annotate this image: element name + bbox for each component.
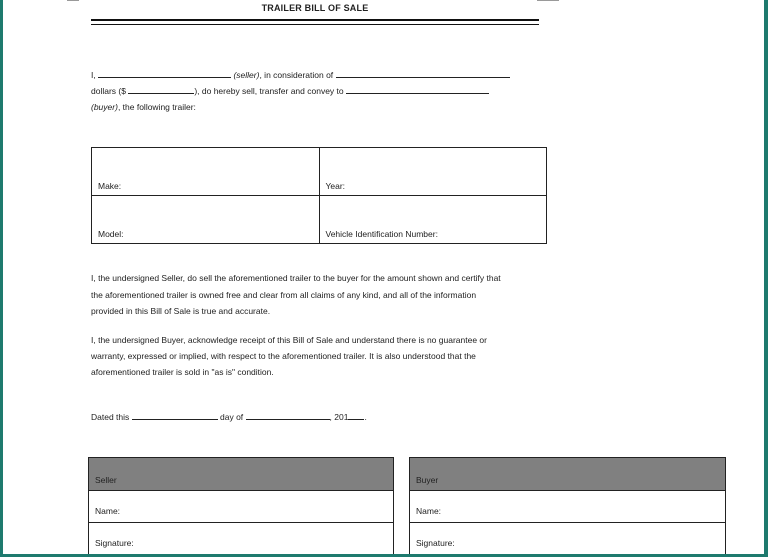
- intro-line-1: [91, 69, 510, 80]
- buyer-label: (buyer): [91, 102, 118, 112]
- title-rule-thin: [91, 24, 539, 25]
- seller-name-field[interactable]: Name:: [89, 491, 393, 523]
- intro-text: ), do hereby sell, transfer and convey to: [194, 86, 346, 96]
- title-rule-thick: [91, 19, 539, 21]
- dollar-amount-blank[interactable]: [128, 85, 194, 94]
- buyer-statement-line-3: aforementioned trailer is sold in "as is" condition.: [91, 367, 274, 377]
- year-cell[interactable]: Year:: [319, 148, 547, 196]
- buyer-name-field[interactable]: Name:: [410, 491, 725, 523]
- dated-line: [91, 411, 367, 422]
- seller-box-header: Seller: [89, 458, 393, 491]
- year-blank[interactable]: [348, 411, 367, 422]
- intro-text: I,: [91, 70, 99, 80]
- intro-text: , in consideration of: [259, 70, 336, 80]
- document-title: TRAILER BILL OF SALE: [261, 3, 369, 13]
- page-corner-mark-right: [537, 0, 559, 1]
- day-blank[interactable]: [132, 411, 218, 420]
- consideration-amount-blank[interactable]: [336, 69, 510, 78]
- intro-text: , the following trailer:: [117, 102, 196, 112]
- page-corner-mark-left: [67, 0, 79, 1]
- seller-signature-field[interactable]: Signature:: [89, 523, 393, 554]
- buyer-statement-line-2: warranty, expressed or implied, with respect to the aforementioned trailer. It is also understood that the: [91, 351, 476, 361]
- month-blank[interactable]: [246, 411, 330, 420]
- buyer-box-header: Buyer: [410, 458, 725, 491]
- buyer-signature-field[interactable]: Signature:: [410, 523, 725, 554]
- seller-statement-line-3: provided in this Bill of Sale is true and accurate.: [91, 306, 271, 316]
- seller-label: (seller): [233, 70, 260, 80]
- seller-signature-box: [88, 457, 394, 554]
- buyer-statement-line-1: I, the undersigned Buyer, acknowledge receipt of this Bill of Sale and understand there is no guarantee or: [91, 335, 487, 345]
- dated-text: Dated this: [91, 412, 132, 422]
- model-cell[interactable]: Model:: [92, 196, 320, 244]
- make-cell[interactable]: Make:: [92, 148, 320, 196]
- intro-text: dollars ($: [91, 86, 129, 96]
- vin-cell[interactable]: Vehicle Identification Number:: [319, 196, 547, 244]
- document-page: [3, 0, 764, 554]
- vehicle-details-table: [91, 147, 547, 244]
- intro-line-3: [91, 102, 196, 112]
- dated-text: day of: [217, 412, 246, 422]
- buyer-signature-box: [409, 457, 726, 554]
- buyer-name-blank[interactable]: [346, 85, 489, 94]
- seller-name-blank[interactable]: [98, 69, 231, 78]
- dated-text: , 201: [329, 412, 349, 422]
- seller-statement-line-2: the aforementioned trailer is owned free and clear from all claims of any kind, and all of the information: [91, 290, 477, 300]
- seller-statement-line-1: I, the undersigned Seller, do sell the aforementioned trailer to the buyer for the amount shown and certify that: [91, 273, 501, 283]
- intro-line-2: [91, 85, 489, 96]
- dated-text: .: [364, 412, 367, 422]
